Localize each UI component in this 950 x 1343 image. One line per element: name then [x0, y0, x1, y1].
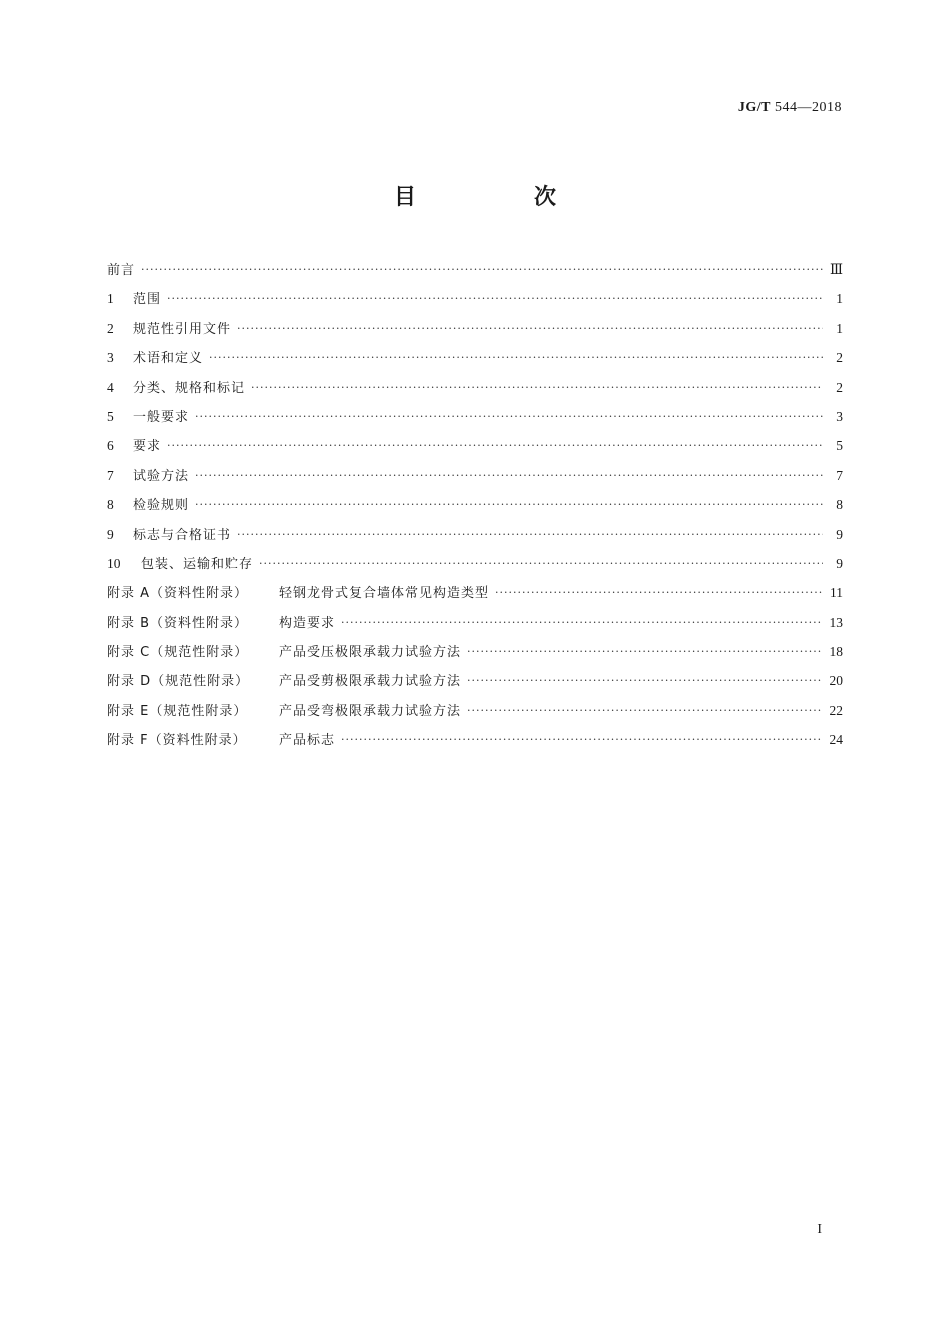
appendix-label: 产品受压极限承载力试验方法: [279, 645, 462, 661]
toc-entry-2[interactable]: [107, 318, 843, 347]
appendix-page: 22: [829, 702, 843, 718]
standard-code: [738, 100, 842, 116]
toc-entry-page: 1: [836, 291, 843, 307]
toc-entry-label: 要求: [133, 439, 162, 455]
appendix-label: 产品受弯极限承载力试验方法: [279, 703, 462, 719]
toc-entry-label: 范围: [133, 292, 162, 308]
leader-dots: [237, 528, 823, 541]
toc-entry-page: 3: [836, 408, 843, 424]
toc-entry-page: 8: [836, 497, 843, 513]
leader-dots: [467, 704, 823, 717]
appendix-page: 11: [830, 585, 843, 601]
leader-dots: [141, 263, 823, 276]
toc-entry-number: 6: [107, 438, 114, 454]
toc-appendix-e[interactable]: [107, 700, 843, 729]
toc-entry-label: 标志与合格证书: [133, 527, 232, 543]
toc-entry-number: 8: [107, 497, 114, 513]
toc-entry-number: 1: [107, 291, 114, 307]
toc-entry-label: 术语和定义: [133, 351, 204, 367]
toc-entry-6[interactable]: [107, 435, 843, 464]
appendix-label: 产品标志: [279, 733, 336, 749]
leader-dots: [167, 439, 823, 452]
toc-appendix-c[interactable]: [107, 641, 843, 670]
toc-entry-foreword[interactable]: [107, 259, 843, 288]
leader-dots: [237, 322, 823, 335]
leader-dots: [259, 557, 823, 570]
toc-appendix-b[interactable]: [107, 612, 843, 641]
toc-entry-page: 7: [836, 467, 843, 483]
appendix-page: 20: [829, 673, 843, 689]
leader-dots: [467, 674, 823, 687]
toc-entry-page: 2: [836, 379, 843, 395]
toc-entry-page: 1: [836, 320, 843, 336]
toc-entry-page: 5: [836, 438, 843, 454]
page-number: I: [817, 1222, 822, 1237]
toc-entry-label: 包装、运输和贮存: [141, 556, 254, 572]
toc-entry-label: 检验规则: [133, 498, 190, 514]
toc-entry-4[interactable]: [107, 377, 843, 406]
toc-entry-number: 10: [107, 555, 121, 571]
appendix-prefix: 附录 C（规范性附录）: [107, 645, 249, 661]
leader-dots: [495, 586, 823, 599]
toc-entry-label: 试验方法: [133, 468, 190, 484]
appendix-page: 18: [829, 644, 843, 660]
leader-dots: [195, 469, 823, 482]
toc-entry-number: 9: [107, 526, 114, 542]
toc-entry-number: 7: [107, 467, 114, 483]
toc-entry-page: 9: [836, 555, 843, 571]
toc-entry-5[interactable]: [107, 406, 843, 435]
toc-entry-label: 规范性引用文件: [133, 321, 232, 337]
toc-entry-number: 2: [107, 320, 114, 336]
toc-entry-7[interactable]: [107, 465, 843, 494]
toc-entry-8[interactable]: [107, 494, 843, 523]
toc-entry-page: Ⅲ: [829, 262, 843, 277]
toc-entry-label: 分类、规格和标记: [133, 380, 246, 396]
appendix-label: 轻钢龙骨式复合墙体常见构造类型: [279, 586, 490, 602]
leader-dots: [209, 351, 823, 364]
toc-appendix-d[interactable]: [107, 670, 843, 699]
leader-dots: [251, 381, 823, 394]
toc-entry-number: 4: [107, 379, 114, 395]
appendix-page: 13: [829, 614, 843, 630]
standard-number: 544—2018: [775, 100, 842, 115]
leader-dots: [195, 498, 823, 511]
toc-entry-3[interactable]: [107, 347, 843, 376]
leader-dots: [341, 616, 823, 629]
standard-prefix: JG/T: [737, 100, 771, 115]
page-title: 目 次: [393, 185, 604, 210]
toc-entry-number: 5: [107, 408, 114, 424]
appendix-prefix: 附录 D（规范性附录）: [107, 674, 250, 690]
toc-entry-number: 3: [107, 350, 114, 366]
appendix-label: 产品受剪极限承载力试验方法: [279, 674, 462, 690]
leader-dots: [167, 292, 823, 305]
toc-entry-page: 9: [836, 526, 843, 542]
appendix-prefix: 附录 B（资料性附录）: [107, 615, 249, 631]
toc-entry-10[interactable]: [107, 553, 843, 582]
appendix-page: 24: [829, 732, 843, 748]
toc-entry-page: 2: [836, 350, 843, 366]
toc-entry-9[interactable]: [107, 524, 843, 553]
toc-entry-label: 前言: [107, 263, 136, 278]
toc-appendix-f[interactable]: [107, 729, 843, 758]
toc-appendix-a[interactable]: [107, 582, 843, 611]
leader-dots: [195, 410, 823, 423]
toc-entry-1[interactable]: [107, 288, 843, 317]
appendix-prefix: 附录 F（资料性附录）: [107, 733, 247, 749]
leader-dots: [467, 645, 823, 658]
leader-dots: [341, 733, 823, 746]
appendix-prefix: 附录 A（资料性附录）: [107, 586, 249, 602]
table-of-contents: [107, 259, 843, 759]
toc-entry-label: 一般要求: [133, 409, 190, 425]
appendix-prefix: 附录 E（规范性附录）: [107, 703, 248, 719]
appendix-label: 构造要求: [279, 615, 336, 631]
